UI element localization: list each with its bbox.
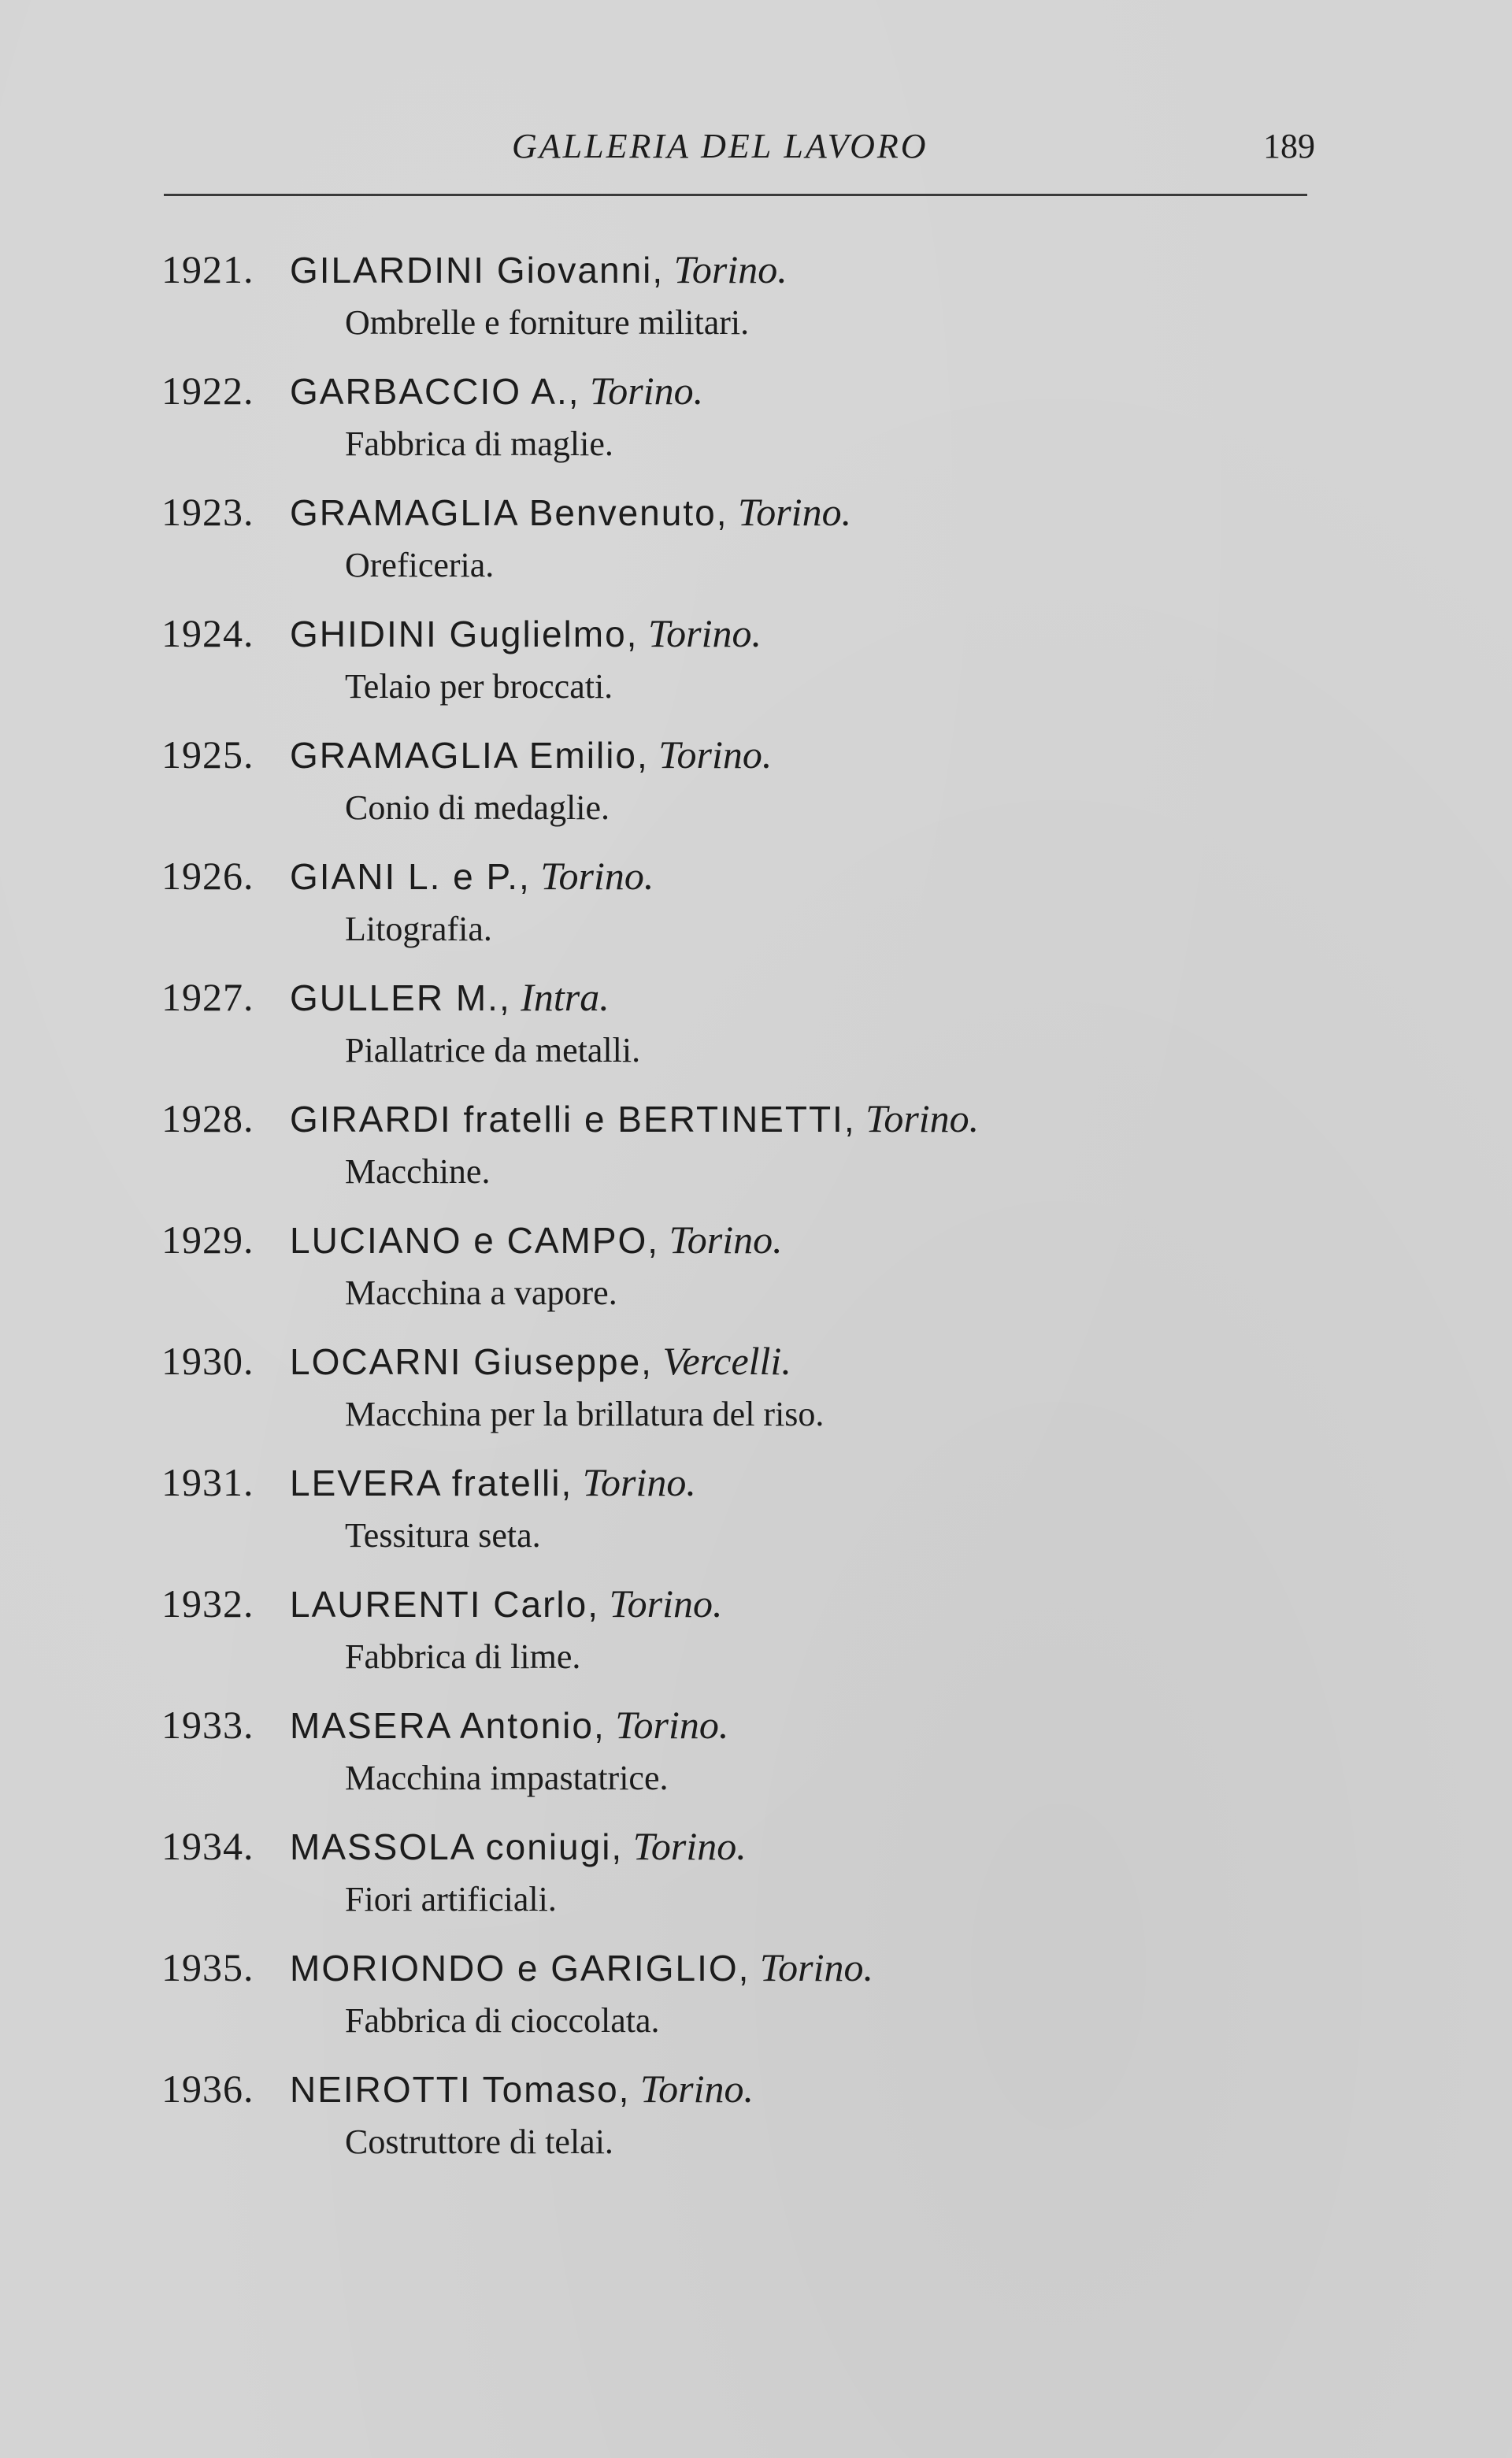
entry-name: MASSOLA coniugi, xyxy=(290,1826,624,1867)
entry-name: NEIROTTI Tomaso, xyxy=(290,2069,631,2110)
entry-description: Fiori artificiali. xyxy=(345,1880,557,1919)
header-rule xyxy=(164,194,1307,196)
entry-name: LOCARNI Giuseppe, xyxy=(290,1341,653,1382)
entry-place: Torino. xyxy=(673,247,788,291)
entry-place: Torino. xyxy=(738,490,852,534)
entry-number: 1929. xyxy=(161,1218,254,1262)
entry-line xyxy=(161,487,851,538)
entry-line xyxy=(161,608,762,659)
entry-place: Torino. xyxy=(540,854,654,898)
entry-description: Oreficeria. xyxy=(345,546,495,584)
entry-name: MORIONDO e GARIGLIO, xyxy=(290,1948,750,1989)
list-item xyxy=(161,1578,1343,1700)
entry-description: Telaio per broccati. xyxy=(345,667,613,706)
entry-line xyxy=(161,972,610,1023)
entry-line xyxy=(161,1578,723,1629)
entry-description: Costruttore di telai. xyxy=(345,2122,613,2161)
entry-name: LUCIANO e CAMPO, xyxy=(290,1220,660,1261)
entry-place: Torino. xyxy=(865,1096,980,1140)
entry-description: Tessitura seta. xyxy=(345,1516,541,1555)
entry-line xyxy=(161,1942,873,1993)
entry-line xyxy=(161,244,788,295)
entry-name: GARBACCIO A., xyxy=(290,371,580,412)
list-item xyxy=(161,487,1343,608)
entry-description: Fabbrica di cioccolata. xyxy=(345,2001,660,2040)
list-item xyxy=(161,244,1343,365)
list-item xyxy=(161,608,1343,729)
entry-line xyxy=(161,1336,791,1387)
entry-name: GRAMAGLIA Benvenuto, xyxy=(290,492,728,533)
entry-name: GILARDINI Giovanni, xyxy=(290,250,665,291)
running-title: GALLERIA DEL LAVORO xyxy=(512,127,928,165)
entry-place: Torino. xyxy=(609,1581,723,1626)
entry-name: LAURENTI Carlo, xyxy=(290,1584,599,1625)
entry-name: MASERA Antonio, xyxy=(290,1705,606,1746)
list-item xyxy=(161,972,1343,1093)
entry-place: Torino. xyxy=(632,1824,747,1868)
entry-number: 1923. xyxy=(161,490,254,534)
entry-line xyxy=(161,729,772,780)
entry-description: Fabbrica di lime. xyxy=(345,1637,581,1676)
entry-name: GIANI L. e P., xyxy=(290,856,531,897)
entry-description: Conio di medaglie. xyxy=(345,788,610,827)
entry-name: LEVERA fratelli, xyxy=(290,1463,573,1503)
entry-name: GULLER M., xyxy=(290,977,511,1018)
entry-line xyxy=(161,1821,747,1872)
list-item xyxy=(161,1457,1343,1578)
entry-line xyxy=(161,1700,728,1751)
entry-number: 1924. xyxy=(161,611,254,655)
entry-number: 1928. xyxy=(161,1096,254,1140)
list-item xyxy=(161,1700,1343,1821)
entry-number: 1921. xyxy=(161,247,254,291)
entry-place: Torino. xyxy=(639,2067,754,2111)
list-item xyxy=(161,851,1343,972)
list-item xyxy=(161,1942,1343,2063)
entry-place: Torino. xyxy=(590,369,704,413)
entry-description: Macchina a vapore. xyxy=(345,1273,617,1312)
entry-number: 1930. xyxy=(161,1339,254,1383)
entry-line xyxy=(161,1093,979,1144)
list-item xyxy=(161,2063,1343,2185)
entry-number: 1934. xyxy=(161,1824,254,1868)
entry-name: GHIDINI Guglielmo, xyxy=(290,614,639,654)
entry-number: 1926. xyxy=(161,854,254,898)
entry-number: 1932. xyxy=(161,1581,254,1626)
entry-place: Torino. xyxy=(615,1703,729,1747)
entry-place: Torino. xyxy=(582,1460,696,1504)
entry-place: Vercelli. xyxy=(662,1339,791,1383)
entry-description: Macchine. xyxy=(345,1152,491,1191)
list-item xyxy=(161,1093,1343,1214)
entry-number: 1931. xyxy=(161,1460,254,1504)
entry-number: 1925. xyxy=(161,732,254,777)
list-item xyxy=(161,1336,1343,1457)
entry-line xyxy=(161,1214,783,1266)
entry-number: 1927. xyxy=(161,975,254,1019)
entry-description: Fabbrica di maglie. xyxy=(345,424,613,463)
entry-description: Piallatrice da metalli. xyxy=(345,1031,641,1070)
entry-place: Torino. xyxy=(658,732,773,777)
entry-number: 1936. xyxy=(161,2067,254,2111)
entry-line xyxy=(161,365,703,417)
entry-description: Litografia. xyxy=(345,910,492,948)
entry-place: Intra. xyxy=(521,975,610,1019)
page-header xyxy=(165,126,1315,173)
entry-place: Torino. xyxy=(647,611,762,655)
list-item xyxy=(161,365,1343,487)
page-number: 189 xyxy=(1263,127,1315,165)
list-item xyxy=(161,1821,1343,1942)
entry-line xyxy=(161,851,654,902)
entry-number: 1935. xyxy=(161,1945,254,1989)
list-item xyxy=(161,1214,1343,1336)
entry-description: Ombrelle e forniture militari. xyxy=(345,303,750,342)
entry-number: 1922. xyxy=(161,369,254,413)
entry-line xyxy=(161,1457,696,1508)
entry-list xyxy=(161,244,1343,2185)
entry-place: Torino. xyxy=(759,1945,873,1989)
entry-place: Torino. xyxy=(669,1218,783,1262)
entry-name: GRAMAGLIA Emilio, xyxy=(290,735,649,776)
entry-number: 1933. xyxy=(161,1703,254,1747)
entry-line xyxy=(161,2063,754,2115)
entry-name: GIRARDI fratelli e BERTINETTI, xyxy=(290,1099,856,1140)
list-item xyxy=(161,729,1343,851)
entry-description: Macchina impastatrice. xyxy=(345,1759,669,1797)
entry-description: Macchina per la brillatura del riso. xyxy=(345,1395,825,1433)
